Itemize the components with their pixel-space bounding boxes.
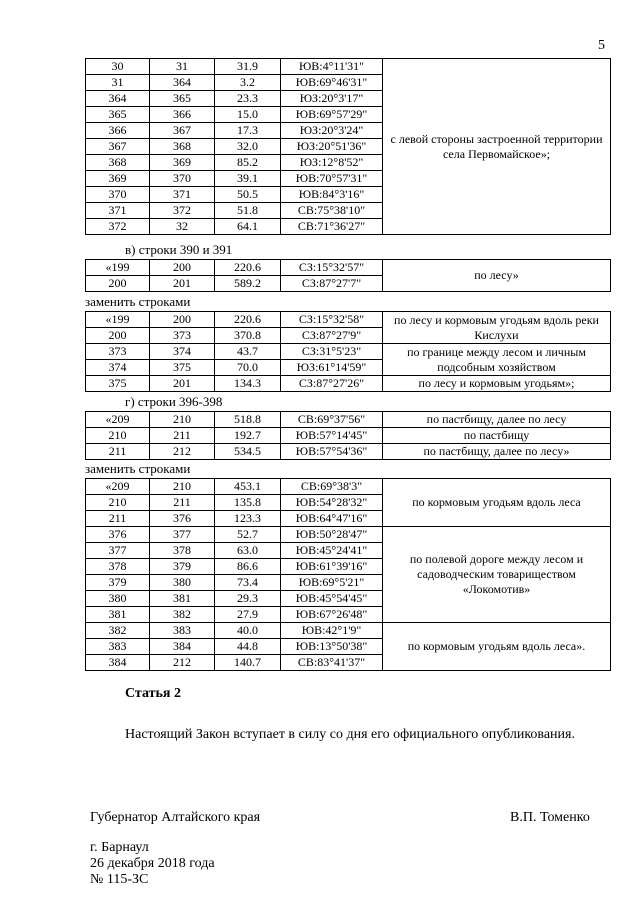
cell-bearing: ЮВ:45°24'41" [281, 543, 383, 559]
cell-bearing: ЮВ:64°47'16" [281, 511, 383, 527]
cell-to-point: 371 [150, 187, 215, 203]
cell-distance: 370.8 [215, 328, 281, 344]
table-row [86, 428, 611, 444]
cell-from-point: 367 [86, 139, 150, 155]
cell-distance: 29.3 [215, 591, 281, 607]
cell-to-point: 200 [150, 260, 215, 276]
cell-to-point: 212 [150, 444, 215, 460]
footer-city: г. Барнаул [90, 840, 149, 855]
cell-distance: 15.0 [215, 107, 281, 123]
cell-bearing: СЗ:87°27'9" [281, 328, 383, 344]
table-row [86, 623, 611, 639]
cell-to-point: 368 [150, 139, 215, 155]
table-row [86, 376, 611, 392]
cell-from-point: 210 [86, 495, 150, 511]
cell-from-point: 211 [86, 511, 150, 527]
cell-bearing: ЮВ:61°39'16" [281, 559, 383, 575]
cell-from-point: 382 [86, 623, 150, 639]
cell-bearing: СВ:83°41'37" [281, 655, 383, 671]
cell-distance: 453.1 [215, 479, 281, 495]
cell-to-point: 384 [150, 639, 215, 655]
footer-number: № 115-ЗС [90, 872, 149, 887]
cell-description: по пастбищу, далее по лесу [383, 412, 611, 428]
cell-bearing: ЮВ:45°54'45" [281, 591, 383, 607]
cell-bearing: ЮВ:4°11'31" [281, 59, 383, 75]
cell-bearing: СВ:69°38'3" [281, 479, 383, 495]
cell-to-point: 210 [150, 479, 215, 495]
cell-from-point: 200 [86, 328, 150, 344]
signatory-title: Губернатор Алтайского края [90, 810, 261, 825]
cell-distance: 23.3 [215, 91, 281, 107]
article-title: Статья 2 [125, 686, 181, 701]
cell-bearing: СЗ:87°27'7" [281, 276, 383, 292]
cell-from-point: 381 [86, 607, 150, 623]
cell-from-point: 364 [86, 91, 150, 107]
cell-from-point: 369 [86, 171, 150, 187]
cell-bearing: СВ:75°38'10" [281, 203, 383, 219]
cell-from-point: 200 [86, 276, 150, 292]
cell-bearing: ЮЗ:20°51'36" [281, 139, 383, 155]
cell-distance: 86.6 [215, 559, 281, 575]
cell-to-point: 200 [150, 312, 215, 328]
cell-from-point: 375 [86, 376, 150, 392]
cell-from-point: 365 [86, 107, 150, 123]
cell-bearing: ЮВ:57°14'45" [281, 428, 383, 444]
caption-replace-1: заменить строками [85, 294, 191, 309]
cell-to-point: 31 [150, 59, 215, 75]
cell-to-point: 369 [150, 155, 215, 171]
cell-from-point: 372 [86, 219, 150, 235]
cell-bearing: ЮВ:42°1'9" [281, 623, 383, 639]
cell-to-point: 378 [150, 543, 215, 559]
cell-to-point: 364 [150, 75, 215, 91]
cell-bearing: ЮВ:54°28'32" [281, 495, 383, 511]
cell-to-point: 201 [150, 376, 215, 392]
cell-from-point: 380 [86, 591, 150, 607]
table-row [86, 344, 611, 360]
cell-from-point: 378 [86, 559, 150, 575]
caption-lines-396-398: г) строки 396-398 [125, 394, 223, 409]
cell-distance: 134.3 [215, 376, 281, 392]
cell-from-point: 373 [86, 344, 150, 360]
cell-bearing: СВ:69°37'56" [281, 412, 383, 428]
cell-from-point: 31 [86, 75, 150, 91]
cell-bearing: СЗ:31°5'23" [281, 344, 383, 360]
cell-to-point: 376 [150, 511, 215, 527]
cell-description: по пастбищу [383, 428, 611, 444]
cell-to-point: 382 [150, 607, 215, 623]
cell-description: по полевой дороге между лесом и садоводческим товариществом «Локомотив» [383, 527, 611, 623]
cell-from-point: 384 [86, 655, 150, 671]
cell-distance: 73.4 [215, 575, 281, 591]
cell-from-point: «209 [86, 479, 150, 495]
cell-to-point: 370 [150, 171, 215, 187]
cell-to-point: 372 [150, 203, 215, 219]
cell-to-point: 32 [150, 219, 215, 235]
boundary-table-2 [85, 259, 611, 292]
cell-from-point: 366 [86, 123, 150, 139]
table-row [86, 260, 611, 276]
cell-description: с левой стороны застроенной территории села Первомайское»; [383, 59, 611, 235]
cell-distance: 40.0 [215, 623, 281, 639]
cell-bearing: ЮВ:57°54'36" [281, 444, 383, 460]
cell-bearing: ЮВ:84°3'16" [281, 187, 383, 203]
cell-description: по пастбищу, далее по лесу» [383, 444, 611, 460]
cell-bearing: ЮВ:69°5'21" [281, 575, 383, 591]
cell-distance: 123.3 [215, 511, 281, 527]
boundary-table-3 [85, 311, 611, 392]
cell-distance: 32.0 [215, 139, 281, 155]
cell-distance: 51.8 [215, 203, 281, 219]
cell-distance: 27.9 [215, 607, 281, 623]
cell-to-point: 379 [150, 559, 215, 575]
cell-bearing: СЗ:15°32'58" [281, 312, 383, 328]
table-row [86, 479, 611, 495]
cell-distance: 50.5 [215, 187, 281, 203]
boundary-table-1 [85, 58, 611, 235]
table-row [86, 59, 611, 75]
cell-from-point: 379 [86, 575, 150, 591]
cell-bearing: ЮВ:13°50'38" [281, 639, 383, 655]
cell-distance: 220.6 [215, 312, 281, 328]
boundary-table-4 [85, 411, 611, 460]
cell-description: по кормовым угодьям вдоль леса». [383, 623, 611, 671]
table-row [86, 527, 611, 543]
cell-distance: 534.5 [215, 444, 281, 460]
cell-to-point: 365 [150, 91, 215, 107]
cell-bearing: ЮВ:50°28'47" [281, 527, 383, 543]
cell-from-point: 374 [86, 360, 150, 376]
cell-distance: 44.8 [215, 639, 281, 655]
cell-from-point: 368 [86, 155, 150, 171]
cell-from-point: 30 [86, 59, 150, 75]
cell-from-point: 211 [86, 444, 150, 460]
cell-distance: 192.7 [215, 428, 281, 444]
cell-from-point: 210 [86, 428, 150, 444]
cell-distance: 85.2 [215, 155, 281, 171]
cell-distance: 17.3 [215, 123, 281, 139]
cell-to-point: 211 [150, 495, 215, 511]
cell-bearing: СВ:71°36'27" [281, 219, 383, 235]
cell-distance: 70.0 [215, 360, 281, 376]
cell-to-point: 201 [150, 276, 215, 292]
cell-to-point: 377 [150, 527, 215, 543]
cell-from-point: 383 [86, 639, 150, 655]
cell-from-point: 376 [86, 527, 150, 543]
caption-lines-390-391: в) строки 390 и 391 [125, 242, 233, 257]
cell-distance: 64.1 [215, 219, 281, 235]
table-row [86, 444, 611, 460]
cell-to-point: 383 [150, 623, 215, 639]
cell-bearing: ЮЗ:61°14'59" [281, 360, 383, 376]
cell-distance: 52.7 [215, 527, 281, 543]
cell-distance: 43.7 [215, 344, 281, 360]
cell-to-point: 380 [150, 575, 215, 591]
cell-from-point: «199 [86, 260, 150, 276]
cell-to-point: 367 [150, 123, 215, 139]
cell-distance: 589.2 [215, 276, 281, 292]
cell-bearing: ЮВ:67°26'48" [281, 607, 383, 623]
cell-to-point: 373 [150, 328, 215, 344]
cell-description: по лесу» [383, 260, 611, 292]
cell-distance: 39.1 [215, 171, 281, 187]
table-row [86, 312, 611, 328]
cell-distance: 135.8 [215, 495, 281, 511]
signatory-name: В.П. Томенко [510, 810, 590, 825]
cell-to-point: 210 [150, 412, 215, 428]
cell-from-point: 370 [86, 187, 150, 203]
cell-to-point: 212 [150, 655, 215, 671]
cell-bearing: ЮВ:69°57'29" [281, 107, 383, 123]
cell-bearing: ЮВ:69°46'31" [281, 75, 383, 91]
cell-to-point: 381 [150, 591, 215, 607]
cell-from-point: «209 [86, 412, 150, 428]
cell-from-point: 377 [86, 543, 150, 559]
cell-bearing: ЮЗ:20°3'24" [281, 123, 383, 139]
cell-bearing: ЮЗ:20°3'17" [281, 91, 383, 107]
page-number: 5 [598, 38, 605, 53]
article-text: Настоящий Закон вступает в силу со дня его официального опубликования. [125, 727, 575, 742]
table-row [86, 412, 611, 428]
cell-to-point: 366 [150, 107, 215, 123]
cell-description: по лесу и кормовым угодьям вдоль реки Кислухи [383, 312, 611, 344]
cell-bearing: СЗ:15°32'57" [281, 260, 383, 276]
cell-distance: 518.8 [215, 412, 281, 428]
cell-to-point: 374 [150, 344, 215, 360]
cell-description: по лесу и кормовым угодьям»; [383, 376, 611, 392]
cell-to-point: 375 [150, 360, 215, 376]
cell-distance: 3.2 [215, 75, 281, 91]
cell-distance: 63.0 [215, 543, 281, 559]
caption-replace-2: заменить строками [85, 461, 191, 476]
cell-bearing: СЗ:87°27'26" [281, 376, 383, 392]
cell-distance: 140.7 [215, 655, 281, 671]
cell-from-point: 371 [86, 203, 150, 219]
cell-description: по границе между лесом и личным подсобным хозяйством [383, 344, 611, 376]
cell-to-point: 211 [150, 428, 215, 444]
cell-bearing: ЮВ:70°57'31" [281, 171, 383, 187]
cell-from-point: «199 [86, 312, 150, 328]
boundary-table-5 [85, 478, 611, 671]
cell-distance: 220.6 [215, 260, 281, 276]
cell-bearing: ЮЗ:12°8'52" [281, 155, 383, 171]
cell-distance: 31.9 [215, 59, 281, 75]
footer-date: 26 декабря 2018 года [90, 856, 215, 871]
cell-description: по кормовым угодьям вдоль леса [383, 479, 611, 527]
